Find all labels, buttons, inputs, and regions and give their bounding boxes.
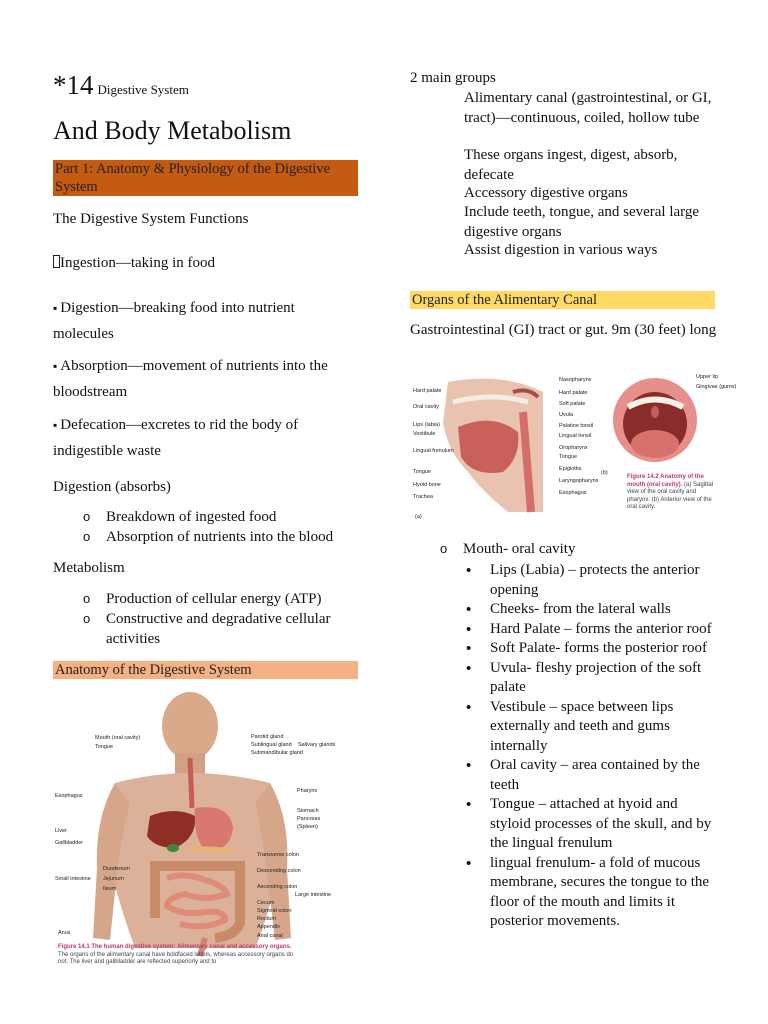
label-liver: Liver [55,828,67,834]
label-large-intestine: Large intestine [295,892,332,898]
label-submandibular: Submandibular gland [251,750,303,756]
defecation-text [53,412,353,464]
label-tongue-a: Tongue [413,469,432,475]
label-spleen: (Spleen) [297,824,318,830]
list-item: • Hard Palate – forms the anterior roof [410,620,720,640]
list-item: o Absorption of nutrients into the blood [53,527,358,547]
mouth-list [410,539,720,559]
list-item: o Breakdown of ingested food [53,507,358,527]
assist-text: Assist digestion in various ways [464,242,658,258]
label-mouth: Mouth (oral cavity) [95,735,141,741]
label-sigmoid-colon: Sigmoid colon [257,908,292,914]
list-item: • Tongue – attached at hyoid and styloid processes of the skull, and by the lingual frenulum [410,795,720,854]
ingest-text: These organs ingest, digest, absorb, defecate [464,147,678,183]
label-lingual-frenulum: Lingual frenulum [413,448,454,454]
label-lingual-tonsil: Lingual tonsil [559,433,592,439]
ingestion-text [53,254,215,274]
label-sublingual: Sublingual gland [251,742,292,748]
label-salivary: Salivary glands [298,742,336,748]
caption2-bold: Figure 14.2 Anatomy of the mouth (oral cavity). [627,474,704,488]
accessory-text: Accessory digestive organs [464,185,628,201]
digestion-list [53,507,358,547]
figure2-caption [627,474,719,512]
label-gallbladder: Gallbladder [55,840,84,846]
digestion-absorbs-heading: Digestion (absorbs) [53,479,171,495]
absorption-text [53,353,358,405]
label-ascending-colon: Ascending colon [257,884,298,890]
digestion-text [53,295,358,347]
page-title: And Body Metabolism [53,116,292,145]
label-cecum: Cecum [257,900,275,906]
label-pancreas: Pancreas [297,816,321,822]
organs-heading: Organs of the Alimentary Canal [410,291,715,309]
label-appendix: Appendix [257,924,280,930]
label-hyoid: Hyoid bone [413,482,441,488]
gingivae-text: Gingivae (gums) [696,384,737,390]
label-laryngopharynx: Laryngopharynx [559,478,599,484]
digestion-label: Digestion—breaking food into nutrient molecules [53,300,295,342]
label-oropharynx: Oropharynx [559,445,588,451]
caption2-text: (a) Sagittal view of the oral cavity and pharynx. (b) Anterior view of the oral cavity. [627,481,714,510]
missing-glyph-icon [53,255,60,268]
list-item: • Oral cavity – area contained by the teeth [410,756,720,795]
digestive-system-figure [55,688,340,970]
list-item: • lingual frenulum- a fold of mucous membrane, secures the tongue to the floor of the mouth and limits it posterior movements. [410,854,720,932]
list-item: o Constructive and degradative cellular activities [53,609,358,649]
mouth-anatomy-figure [413,372,737,524]
label-descending-colon: Descending colon [257,868,301,874]
label-tongue: Tongue [95,744,114,750]
label-hard-palate-b: Hard palate [559,390,588,396]
label-tongue-b: Tongue [559,454,578,460]
label-a: (a) [415,514,422,520]
label-stomach: Stomach [297,808,319,814]
defecation-label: Defecation—excretes to rid the body of indigestible waste [53,417,299,459]
label-duodenum: Duodenum [103,866,130,872]
absorption-label: Absorption—movement of nutrients into the bloodstream [53,358,328,400]
label-rectum: Rectum [257,916,276,922]
metabolism-heading: Metabolism [53,560,125,576]
list-item: • Soft Palate- forms the posterior roof [410,639,720,659]
label-pharynx: Pharynx [297,788,318,794]
label-esophagus: Esophagus [55,793,83,799]
label-trachea: Trachea [413,494,433,500]
caption-text: The organs of the alimentary canal have boldfaced labels, whereas accessory organs do not. The liver and gallbladder are reflected superiorly and to [58,951,294,965]
label-b: (b) [601,470,608,476]
label-lips: Lips (labia) [413,422,440,428]
label-epiglottis: Epiglottis [559,466,582,472]
list-item: • Lips (Labia) – protects the anterior opening [410,561,720,600]
metabolism-list [53,589,358,649]
label-oral-cavity: Oral cavity [413,404,439,410]
list-item: • Cheeks- from the lateral walls [410,600,720,620]
label-vestibule: Vestibule [413,431,436,437]
anatomy-heading: Anatomy of the Digestive System [53,661,358,679]
label-jejunum: Jejunum [103,876,124,882]
mouth-parts-list [410,561,720,932]
list-item: o Mouth- oral cavity [410,539,720,559]
label-palatine-tonsil: Palatine tonsil [559,423,594,429]
label-hard-palate: Hard palate [413,388,442,394]
label-ileum: Ileum [103,886,117,892]
chapter-number: *14 [53,70,94,100]
two-groups: 2 main groups [410,70,496,86]
label-upper-lip: Upper lip [696,374,719,380]
label-gingivae [696,384,736,391]
ingestion-label: Ingestion—taking in food [60,255,215,271]
caption-bold: Figure 14.1 The human digestive system: Alimentary canal and accessory organs. [58,944,292,950]
chapter-subtitle: Digestive System [97,82,189,97]
label-small-intestine: Small intestine [55,876,91,882]
gi-tract-text: Gastrointestinal (GI) tract or gut. 9m (30 feet) long [410,322,717,338]
part1-heading: Part 1: Anatomy & Physiology of the Digestive System [53,160,358,196]
label-parotid: Parotid gland [251,734,284,740]
label-transverse-colon: Transverse colon [257,852,299,858]
figure-caption [58,944,298,967]
label-soft-palate: Soft palate [559,401,586,407]
label-uvula: Uvula [559,412,574,418]
include-text: Include teeth, tongue, and several large digestive organs [464,204,700,240]
list-item: • Uvula- fleshy projection of the soft palate [410,659,720,698]
label-anal-canal: Anal canal [257,933,283,939]
label-nasopharynx: Nasopharynx [559,377,592,383]
list-item: • Vestibule – space between lips externally and teeth and gums internally [410,698,720,757]
alimentary-text: Alimentary canal (gastrointestinal, or GI, tract)—continuous, coiled, hollow tube [464,90,712,126]
label-anus: Anus [58,930,71,936]
functions-heading: The Digestive System Functions [53,211,249,227]
label-esophagus-b: Esophagus [559,490,587,496]
chapter-title [53,70,189,101]
list-item: o Production of cellular energy (ATP) [53,589,358,609]
